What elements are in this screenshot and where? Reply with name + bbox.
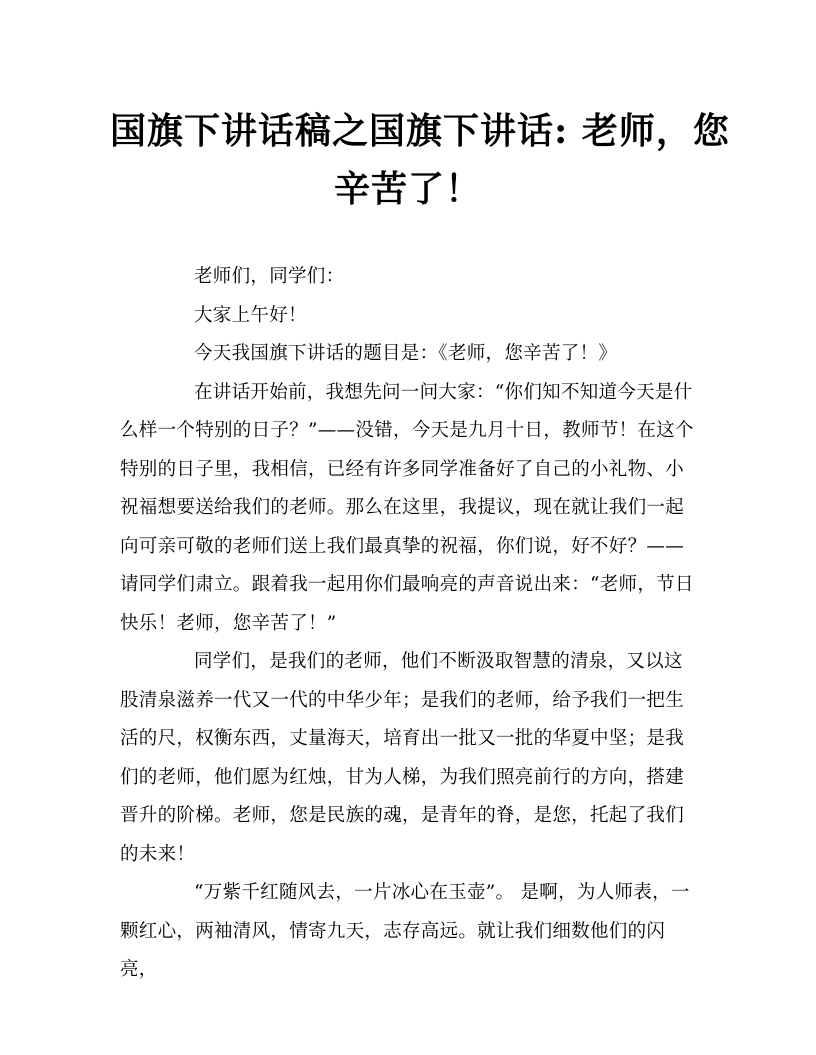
paragraph-topic: 今天我国旗下讲话的题目是：《老师，您辛苦了！》	[194, 343, 618, 364]
title-line-2: 辛苦了！	[333, 168, 482, 210]
paragraph-poem: “万紫千红随风去，一片冰心在玉壶”。 是啊，为人师表，一颗红心，两袖清风，情寄九天，志存高远。就让我们细数他们的闪亮，	[120, 882, 690, 980]
paragraph-greeting: 老师们，同学们：	[194, 266, 345, 287]
document-title	[110, 102, 730, 218]
paragraph-teachers: 同学们，是我们的老师，他们不断汲取智慧的清泉，又以这股清泉滋养一代又一代的中华少年；是我们的老师，给予我们一把生活的尺，权衡东西，丈量海天，培育出一批又一批的华夏中坚；是我们的老师，他们愿为红烛，甘为人梯，为我们照亮前行的方向，搭建晋升的阶梯。老师，您是民族的魂，是青年的脊，是您，托起了我们的未来！	[120, 651, 685, 865]
title-line-1: 国旗下讲话稿之国旗下讲话: 老师，您	[110, 110, 730, 152]
paragraph-hello: 大家上午好！	[194, 304, 307, 326]
document-body	[120, 258, 698, 990]
paragraph-intro: 在讲话开始前，我想先问一问大家：“你们知不知道今天是什么样一个特别的日子？”——没错，今天是九月十日，教师节！在这个特别的日子里，我相信，已经有许多同学准备好了自己的小礼物、小祝福想要送给我们的老师。那么在这里，我提议，现在就让我们一起向可亲可敬的老师们送上我们最真挚的祝福，你们说，好不好？——请同学们肃立。跟着我一起用你们最响亮的声音说出来：“老师，节日快乐！老师，您辛苦了！”	[120, 381, 694, 634]
